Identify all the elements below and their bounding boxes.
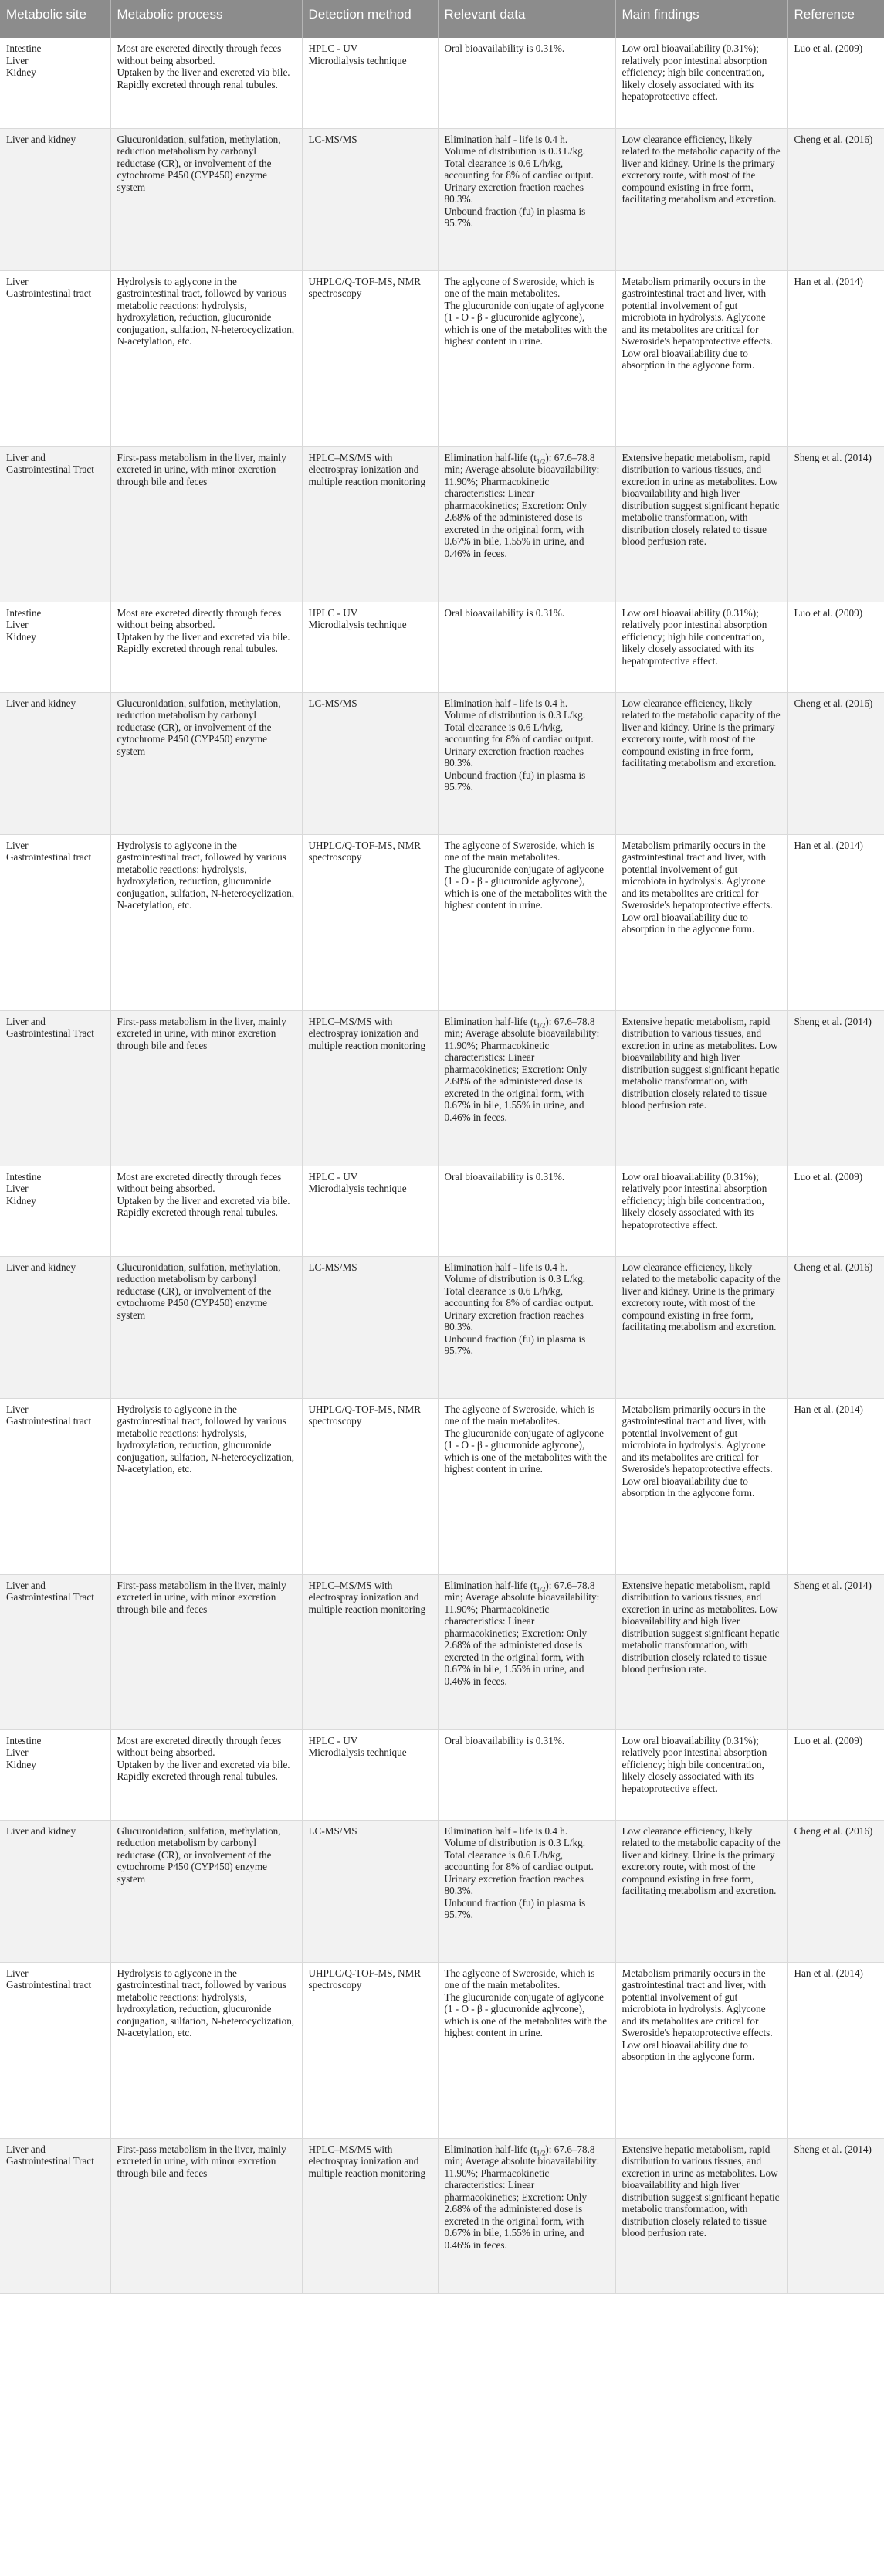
process-line: First-pass metabolism in the liver, mainly excreted in urine, with minor excretion through bile and feces bbox=[117, 2143, 286, 2179]
cell-metabolic-site bbox=[0, 2138, 110, 2293]
data-line: Urinary excretion fraction reaches 80.3%. bbox=[444, 181, 584, 205]
cell-main-findings: Low oral bioavailability (0.31%); relatively poor intestinal absorption efficiency; high bile concentration, likely closely associated with its hepatoprotective effect. bbox=[615, 38, 787, 128]
cell-metabolic-process bbox=[110, 128, 302, 270]
site-line: Liver and kidney bbox=[6, 133, 76, 145]
table-row bbox=[0, 446, 884, 602]
cell-metabolic-site bbox=[0, 1010, 110, 1166]
header-metabolic-site: Metabolic site bbox=[0, 0, 110, 38]
data-line: Urinary excretion fraction reaches 80.3%. bbox=[444, 745, 584, 769]
site-line: Gastrointestinal tract bbox=[6, 1979, 92, 1991]
cell-detection-method bbox=[302, 602, 438, 692]
data-line: 67.6–78.8 min; Average absolute bioavailability: 11.90%; Pharmacokinetic characteristics: Linear pharmacokinetics; Excretion: Only 2.68% of the administered dose is excreted in the original form, with 0.67% in bile, 1.55% in urine, and 0.46% in feces. bbox=[444, 451, 600, 559]
method-line: Microdialysis technique bbox=[308, 1746, 407, 1758]
cell-reference: Han et al. (2014) bbox=[787, 1962, 884, 2138]
data-line: Oral bioavailability is 0.31%. bbox=[444, 1734, 565, 1746]
half-life-text: Elimination half-life (t bbox=[444, 1015, 537, 1027]
cell-metabolic-process bbox=[110, 1256, 302, 1398]
cell-metabolic-process bbox=[110, 692, 302, 834]
site-line: Liver bbox=[6, 275, 29, 287]
data-line: Oral bioavailability is 0.31%. bbox=[444, 1170, 565, 1183]
process-line: Hydrolysis to aglycone in the gastrointestinal tract, followed by various metabolic reactions: hydrolysis, hydroxylation, reduction, glucuronide conjugation, sulfation, N-heterocyclization, N-acetylation, etc. bbox=[117, 1967, 295, 2038]
table-row bbox=[0, 128, 884, 270]
cell-reference: Cheng et al. (2016) bbox=[787, 1820, 884, 1962]
method-line: Microdialysis technique bbox=[308, 1183, 407, 1194]
half-life-subscript: 1/2 bbox=[536, 2149, 546, 2157]
process-line: Uptaken by the liver and excreted via bile. bbox=[117, 1758, 290, 1770]
data-line: Elimination half - life is 0.4 h. bbox=[444, 1261, 568, 1273]
half-life-close: ): bbox=[545, 2143, 552, 2155]
data-line: Total clearance is 0.6 L/h/kg, accounting for 8% of cardiac output. bbox=[444, 157, 594, 181]
site-line: Liver and kidney bbox=[6, 1261, 76, 1273]
cell-metabolic-process bbox=[110, 1574, 302, 1729]
site-line: Kidney bbox=[6, 1758, 36, 1770]
method-line: UHPLC/Q-TOF-MS, NMR spectroscopy bbox=[308, 1403, 422, 1427]
process-line: Most are excreted directly through feces without being absorbed. bbox=[117, 606, 282, 630]
table-row bbox=[0, 1574, 884, 1729]
cell-relevant-data bbox=[438, 2138, 615, 2293]
cell-main-findings: Extensive hepatic metabolism, rapid distribution to various tissues, and excretion in urine as metabolites. Low bioavailability and high liver distribution suggest significant hepatic metabolic transformation, with distribution closely related to tissue blood perfusion rate. bbox=[615, 446, 787, 602]
process-line: Most are excreted directly through feces without being absorbed. bbox=[117, 1734, 282, 1758]
site-line: Liver bbox=[6, 1403, 29, 1415]
site-line: Intestine bbox=[6, 42, 42, 54]
cell-reference: Han et al. (2014) bbox=[787, 1398, 884, 1574]
cell-metabolic-site bbox=[0, 270, 110, 446]
cell-reference: Sheng et al. (2014) bbox=[787, 1010, 884, 1166]
data-line: Volume of distribution is 0.3 L/kg. bbox=[444, 709, 586, 721]
cell-main-findings: Low oral bioavailability (0.31%); relatively poor intestinal absorption efficiency; high bile concentration, likely closely associated with its hepatoprotective effect. bbox=[615, 602, 787, 692]
table-row bbox=[0, 692, 884, 834]
table-row bbox=[0, 1398, 884, 1574]
process-line: Rapidly excreted through renal tubules. bbox=[117, 1207, 278, 1218]
cell-reference: Luo et al. (2009) bbox=[787, 602, 884, 692]
site-line: Liver bbox=[6, 839, 29, 851]
process-line: First-pass metabolism in the liver, mainly excreted in urine, with minor excretion through bile and feces bbox=[117, 1579, 286, 1615]
process-line: Most are excreted directly through feces without being absorbed. bbox=[117, 42, 282, 66]
data-line: The glucuronide conjugate of aglycone (1 - O - β - glucuronide aglycone), which is one of the metabolites with the highest content in urine. bbox=[444, 863, 608, 911]
method-line: LC-MS/MS bbox=[308, 697, 357, 709]
table-row bbox=[0, 1962, 884, 2138]
cell-relevant-data bbox=[438, 128, 615, 270]
table-row bbox=[0, 1729, 884, 1820]
data-line: The aglycone of Sweroside, which is one of the main metabolites. bbox=[444, 1403, 595, 1427]
half-life-label bbox=[444, 451, 552, 466]
cell-reference: Cheng et al. (2016) bbox=[787, 128, 884, 270]
site-line: Liver and kidney bbox=[6, 697, 76, 709]
cell-reference: Cheng et al. (2016) bbox=[787, 692, 884, 834]
data-line: Oral bioavailability is 0.31%. bbox=[444, 42, 565, 54]
cell-relevant-data bbox=[438, 1729, 615, 1820]
cell-metabolic-site bbox=[0, 602, 110, 692]
method-line: HPLC–MS/MS with electrospray ionization and multiple reaction monitoring bbox=[308, 1015, 426, 1051]
method-line: UHPLC/Q-TOF-MS, NMR spectroscopy bbox=[308, 1967, 422, 1991]
cell-main-findings: Low oral bioavailability (0.31%); relatively poor intestinal absorption efficiency; high bile concentration, likely closely associated with its hepatoprotective effect. bbox=[615, 1729, 787, 1820]
half-life-text: Elimination half-life (t bbox=[444, 2143, 537, 2155]
cell-detection-method bbox=[302, 692, 438, 834]
cell-detection-method bbox=[302, 834, 438, 1010]
site-line: Liver and Gastrointestinal Tract bbox=[6, 451, 94, 475]
process-line: Glucuronidation, sulfation, methylation, reduction metabolism by carbonyl reductase (CR), or involvement of the cytochrome P450 (CYP450) enzyme system bbox=[117, 1261, 281, 1321]
data-line: Volume of distribution is 0.3 L/kg. bbox=[444, 1837, 586, 1848]
method-line: HPLC–MS/MS with electrospray ionization and multiple reaction monitoring bbox=[308, 1579, 426, 1615]
table-row bbox=[0, 1256, 884, 1398]
half-life-subscript: 1/2 bbox=[536, 1585, 546, 1593]
cell-relevant-data bbox=[438, 1574, 615, 1729]
cell-detection-method bbox=[302, 1729, 438, 1820]
site-line: Liver bbox=[6, 1967, 29, 1979]
cell-detection-method bbox=[302, 1166, 438, 1256]
process-line: Most are excreted directly through feces without being absorbed. bbox=[117, 1170, 282, 1194]
cell-relevant-data bbox=[438, 1962, 615, 2138]
site-line: Intestine bbox=[6, 1734, 42, 1746]
half-life-close: ): bbox=[545, 1579, 552, 1591]
data-line: Unbound fraction (fu) in plasma is 95.7%. bbox=[444, 769, 586, 792]
cell-main-findings: Low clearance efficiency, likely related to the metabolic capacity of the liver and kidney. Urine is the primary excretory route, with most of the compound existing in free form, facilitating metabolism and excretion. bbox=[615, 128, 787, 270]
site-line: Liver bbox=[6, 1183, 29, 1194]
data-line: The aglycone of Sweroside, which is one of the main metabolites. bbox=[444, 839, 595, 863]
site-line: Liver and Gastrointestinal Tract bbox=[6, 2143, 94, 2167]
data-line: 67.6–78.8 min; Average absolute bioavailability: 11.90%; Pharmacokinetic characteristics: Linear pharmacokinetics; Excretion: Only 2.68% of the administered dose is excreted in the original form, with 0.67% in bile, 1.55% in urine, and 0.46% in feces. bbox=[444, 1015, 600, 1123]
cell-metabolic-site bbox=[0, 38, 110, 128]
cell-metabolic-site bbox=[0, 1574, 110, 1729]
process-line: Glucuronidation, sulfation, methylation, reduction metabolism by carbonyl reductase (CR), or involvement of the cytochrome P450 (CYP450) enzyme system bbox=[117, 133, 281, 193]
method-line: HPLC - UV bbox=[308, 1734, 358, 1746]
half-life-subscript: 1/2 bbox=[536, 1021, 546, 1030]
half-life-subscript: 1/2 bbox=[536, 457, 546, 466]
table-row bbox=[0, 1010, 884, 1166]
method-line: LC-MS/MS bbox=[308, 1261, 357, 1273]
cell-metabolic-site bbox=[0, 692, 110, 834]
method-line: HPLC - UV bbox=[308, 42, 358, 54]
half-life-close: ): bbox=[545, 451, 552, 463]
method-line: HPLC - UV bbox=[308, 606, 358, 619]
data-line: Total clearance is 0.6 L/h/kg, accounting for 8% of cardiac output. bbox=[444, 1848, 594, 1872]
cell-metabolic-site bbox=[0, 834, 110, 1010]
half-life-close: ): bbox=[545, 1015, 552, 1027]
data-line: The glucuronide conjugate of aglycone (1 - O - β - glucuronide aglycone), which is one of the metabolites with the highest content in urine. bbox=[444, 299, 608, 347]
cell-metabolic-process bbox=[110, 446, 302, 602]
cell-main-findings: Metabolism primarily occurs in the gastrointestinal tract and liver, with potential involvement of gut microbiota in hydrolysis. Aglycone and its metabolites are critical for Sweroside's hepatoprotective effects. Low oral bioavailability due to absorption in the aglycone form. bbox=[615, 270, 787, 446]
half-life-label bbox=[444, 1015, 552, 1030]
cell-reference: Luo et al. (2009) bbox=[787, 38, 884, 128]
site-line: Intestine bbox=[6, 1170, 42, 1183]
cell-relevant-data bbox=[438, 692, 615, 834]
data-line: Volume of distribution is 0.3 L/kg. bbox=[444, 145, 586, 157]
process-line: First-pass metabolism in the liver, mainly excreted in urine, with minor excretion through bile and feces bbox=[117, 1015, 286, 1051]
data-line: The glucuronide conjugate of aglycone (1 - O - β - glucuronide aglycone), which is one of the metabolites with the highest content in urine. bbox=[444, 1991, 608, 2038]
cell-relevant-data bbox=[438, 446, 615, 602]
cell-main-findings: Extensive hepatic metabolism, rapid distribution to various tissues, and excretion in urine as metabolites. Low bioavailability and high liver distribution suggest significant hepatic metabolic transformation, with distribution closely related to tissue blood perfusion rate. bbox=[615, 1574, 787, 1729]
data-line: The aglycone of Sweroside, which is one of the main metabolites. bbox=[444, 275, 595, 299]
cell-metabolic-site bbox=[0, 1166, 110, 1256]
cell-metabolic-site bbox=[0, 1256, 110, 1398]
method-line: UHPLC/Q-TOF-MS, NMR spectroscopy bbox=[308, 839, 422, 863]
data-line: Total clearance is 0.6 L/h/kg, accounting for 8% of cardiac output. bbox=[444, 1285, 594, 1308]
cell-main-findings: Low oral bioavailability (0.31%); relatively poor intestinal absorption efficiency; high bile concentration, likely closely associated with its hepatoprotective effect. bbox=[615, 1166, 787, 1256]
site-line: Gastrointestinal tract bbox=[6, 1415, 92, 1427]
data-line: Elimination half - life is 0.4 h. bbox=[444, 133, 568, 145]
cell-metabolic-process bbox=[110, 1010, 302, 1166]
process-line: Uptaken by the liver and excreted via bile. bbox=[117, 630, 290, 643]
table-row bbox=[0, 1166, 884, 1256]
process-line: Rapidly excreted through renal tubules. bbox=[117, 643, 278, 654]
cell-reference: Luo et al. (2009) bbox=[787, 1166, 884, 1256]
process-line: Rapidly excreted through renal tubules. bbox=[117, 78, 278, 90]
table-header-row bbox=[0, 0, 884, 38]
half-life-label bbox=[445, 2143, 552, 2155]
site-line: Kidney bbox=[6, 630, 36, 643]
data-line: 67.6–78.8 min; Average absolute bioavailability: 11.90%; Pharmacokinetic characteristics: Linear pharmacokinetics; Excretion: Only 2.68% of the administered dose is excreted in the original form, with 0.67% in bile, 1.55% in urine, and 0.46% in feces. bbox=[444, 2143, 600, 2251]
process-line: Glucuronidation, sulfation, methylation, reduction metabolism by carbonyl reductase (CR), or involvement of the cytochrome P450 (CYP450) enzyme system bbox=[117, 697, 281, 757]
cell-reference: Sheng et al. (2014) bbox=[787, 2138, 884, 2293]
header-main-findings: Main findings bbox=[615, 0, 787, 38]
data-line: Unbound fraction (fu) in plasma is 95.7%. bbox=[444, 205, 586, 229]
cell-relevant-data bbox=[438, 834, 615, 1010]
cell-detection-method bbox=[302, 446, 438, 602]
cell-metabolic-process bbox=[110, 834, 302, 1010]
half-life-label bbox=[445, 1580, 552, 1591]
cell-relevant-data bbox=[438, 1166, 615, 1256]
cell-metabolic-process bbox=[110, 1398, 302, 1574]
header-reference: Reference bbox=[787, 0, 884, 38]
cell-metabolic-site bbox=[0, 1729, 110, 1820]
cell-detection-method bbox=[302, 1398, 438, 1574]
data-line: The aglycone of Sweroside, which is one of the main metabolites. bbox=[444, 1967, 595, 1991]
data-line: Total clearance is 0.6 L/h/kg, accounting for 8% of cardiac output. bbox=[444, 721, 594, 745]
method-line: Microdialysis technique bbox=[308, 619, 407, 630]
cell-metabolic-process bbox=[110, 602, 302, 692]
cell-metabolic-site bbox=[0, 128, 110, 270]
cell-detection-method bbox=[302, 1010, 438, 1166]
cell-main-findings: Metabolism primarily occurs in the gastrointestinal tract and liver, with potential involvement of gut microbiota in hydrolysis. Aglycone and its metabolites are critical for Sweroside's hepatoprotective effects. Low oral bioavailability due to absorption in the aglycone form. bbox=[615, 834, 787, 1010]
cell-main-findings: Metabolism primarily occurs in the gastrointestinal tract and liver, with potential involvement of gut microbiota in hydrolysis. Aglycone and its metabolites are critical for Sweroside's hepatoprotective effects. Low oral bioavailability due to absorption in the aglycone form. bbox=[615, 1962, 787, 2138]
data-line: Volume of distribution is 0.3 L/kg. bbox=[444, 1273, 586, 1285]
data-line: Urinary excretion fraction reaches 80.3%. bbox=[444, 1308, 584, 1332]
method-line: HPLC - UV bbox=[308, 1170, 358, 1183]
cell-reference: Sheng et al. (2014) bbox=[787, 1574, 884, 1729]
cell-reference: Han et al. (2014) bbox=[787, 270, 884, 446]
site-line: Liver bbox=[6, 619, 29, 630]
data-line: Oral bioavailability is 0.31%. bbox=[444, 606, 565, 619]
table-body bbox=[0, 38, 884, 2293]
table-row bbox=[0, 1820, 884, 1962]
cell-detection-method bbox=[302, 1256, 438, 1398]
table-row bbox=[0, 38, 884, 128]
method-line: LC-MS/MS bbox=[308, 133, 357, 145]
site-line: Liver and Gastrointestinal Tract bbox=[6, 1015, 94, 1039]
cell-main-findings: Metabolism primarily occurs in the gastrointestinal tract and liver, with potential involvement of gut microbiota in hydrolysis. Aglycone and its metabolites are critical for Sweroside's hepatoprotective effects. Low oral bioavailability due to absorption in the aglycone form. bbox=[615, 1398, 787, 1574]
half-life-text: Elimination half-life (t bbox=[444, 451, 537, 463]
cell-metabolic-process bbox=[110, 2138, 302, 2293]
header-relevant-data: Relevant data bbox=[438, 0, 615, 38]
site-line: Kidney bbox=[6, 1194, 36, 1207]
process-line: Rapidly excreted through renal tubules. bbox=[117, 1770, 278, 1782]
cell-main-findings: Extensive hepatic metabolism, rapid distribution to various tissues, and excretion in urine as metabolites. Low bioavailability and high liver distribution suggest significant hepatic metabolic transformation, with distribution closely related to tissue blood perfusion rate. bbox=[615, 2138, 787, 2293]
method-line: HPLC–MS/MS with electrospray ionization and multiple reaction monitoring bbox=[308, 2143, 426, 2179]
process-line: Uptaken by the liver and excreted via bile. bbox=[117, 66, 290, 78]
process-line: Hydrolysis to aglycone in the gastrointestinal tract, followed by various metabolic reactions: hydrolysis, hydroxylation, reduction, glucuronide conjugation, sulfation, N-heterocyclization, N-acetylation, etc. bbox=[117, 839, 295, 911]
site-line: Liver and Gastrointestinal Tract bbox=[6, 1579, 94, 1603]
cell-relevant-data bbox=[438, 1820, 615, 1962]
cell-detection-method bbox=[302, 38, 438, 128]
cell-metabolic-site bbox=[0, 1398, 110, 1574]
data-line: Urinary excretion fraction reaches 80.3%. bbox=[444, 1872, 584, 1896]
cell-metabolic-process bbox=[110, 38, 302, 128]
cell-metabolic-process bbox=[110, 1962, 302, 2138]
header-metabolic-process: Metabolic process bbox=[110, 0, 302, 38]
cell-detection-method bbox=[302, 1574, 438, 1729]
cell-detection-method bbox=[302, 1820, 438, 1962]
half-life-text: Elimination half-life (t bbox=[444, 1579, 537, 1591]
method-line: Microdialysis technique bbox=[308, 54, 407, 66]
cell-reference: Luo et al. (2009) bbox=[787, 1729, 884, 1820]
method-line: HPLC–MS/MS with electrospray ionization and multiple reaction monitoring bbox=[308, 451, 426, 487]
site-line: Liver bbox=[6, 54, 29, 66]
site-line: Liver and kidney bbox=[6, 1824, 76, 1837]
cell-main-findings: Low clearance efficiency, likely related to the metabolic capacity of the liver and kidney. Urine is the primary excretory route, with most of the compound existing in free form, facilitating metabolism and excretion. bbox=[615, 1256, 787, 1398]
method-line: UHPLC/Q-TOF-MS, NMR spectroscopy bbox=[308, 275, 422, 299]
cell-relevant-data bbox=[438, 1010, 615, 1166]
site-line: Gastrointestinal tract bbox=[6, 287, 92, 299]
cell-reference: Sheng et al. (2014) bbox=[787, 446, 884, 602]
site-line: Gastrointestinal tract bbox=[6, 851, 92, 863]
cell-reference: Han et al. (2014) bbox=[787, 834, 884, 1010]
method-line: LC-MS/MS bbox=[308, 1824, 357, 1837]
cell-detection-method bbox=[302, 128, 438, 270]
cell-reference: Cheng et al. (2016) bbox=[787, 1256, 884, 1398]
header-detection-method: Detection method bbox=[302, 0, 438, 38]
cell-relevant-data bbox=[438, 602, 615, 692]
cell-relevant-data bbox=[438, 270, 615, 446]
data-line: 67.6–78.8 min; Average absolute bioavailability: 11.90%; Pharmacokinetic characteristics: Linear pharmacokinetics; Excretion: Only 2.68% of the administered dose is excreted in the original form, with 0.67% in bile, 1.55% in urine, and 0.46% in feces. bbox=[444, 1579, 600, 1687]
cell-metabolic-process bbox=[110, 1166, 302, 1256]
cell-relevant-data bbox=[438, 1398, 615, 1574]
process-line: Glucuronidation, sulfation, methylation, reduction metabolism by carbonyl reductase (CR), or involvement of the cytochrome P450 (CYP450) enzyme system bbox=[117, 1824, 281, 1885]
cell-relevant-data bbox=[438, 1256, 615, 1398]
cell-metabolic-process bbox=[110, 1820, 302, 1962]
cell-main-findings: Extensive hepatic metabolism, rapid distribution to various tissues, and excretion in urine as metabolites. Low bioavailability and high liver distribution suggest significant hepatic metabolic transformation, with distribution closely related to tissue blood perfusion rate. bbox=[615, 1010, 787, 1166]
site-line: Intestine bbox=[6, 606, 42, 619]
cell-metabolic-site bbox=[0, 1820, 110, 1962]
cell-detection-method bbox=[302, 1962, 438, 2138]
data-line: Unbound fraction (fu) in plasma is 95.7%. bbox=[444, 1896, 586, 1920]
cell-metabolic-process bbox=[110, 270, 302, 446]
data-line: Elimination half - life is 0.4 h. bbox=[444, 1824, 568, 1837]
cell-detection-method bbox=[302, 2138, 438, 2293]
cell-main-findings: Low clearance efficiency, likely related to the metabolic capacity of the liver and kidney. Urine is the primary excretory route, with most of the compound existing in free form, facilitating metabolism and excretion. bbox=[615, 1820, 787, 1962]
site-line: Kidney bbox=[6, 66, 36, 78]
cell-detection-method bbox=[302, 270, 438, 446]
cell-main-findings: Low clearance efficiency, likely related to the metabolic capacity of the liver and kidney. Urine is the primary excretory route, with most of the compound existing in free form, facilitating metabolism and excretion. bbox=[615, 692, 787, 834]
site-line: Liver bbox=[6, 1746, 29, 1758]
cell-metabolic-site bbox=[0, 446, 110, 602]
table-row bbox=[0, 2138, 884, 2293]
process-line: Hydrolysis to aglycone in the gastrointestinal tract, followed by various metabolic reactions: hydrolysis, hydroxylation, reduction, glucuronide conjugation, sulfation, N-heterocyclization, N-acetylation, etc. bbox=[117, 275, 295, 347]
cell-relevant-data bbox=[438, 38, 615, 128]
process-line: Uptaken by the liver and excreted via bile. bbox=[117, 1194, 290, 1207]
data-line: The glucuronide conjugate of aglycone (1 - O - β - glucuronide aglycone), which is one of the metabolites with the highest content in urine. bbox=[444, 1427, 608, 1475]
process-line: Hydrolysis to aglycone in the gastrointestinal tract, followed by various metabolic reactions: hydrolysis, hydroxylation, reduction, glucuronide conjugation, sulfation, N-heterocyclization, N-acetylation, etc. bbox=[117, 1403, 295, 1475]
cell-metabolic-process bbox=[110, 1729, 302, 1820]
table-row bbox=[0, 834, 884, 1010]
cell-metabolic-site bbox=[0, 1962, 110, 2138]
table-row bbox=[0, 602, 884, 692]
process-line: First-pass metabolism in the liver, mainly excreted in urine, with minor excretion through bile and feces bbox=[117, 451, 286, 487]
table-row bbox=[0, 270, 884, 446]
data-line: Elimination half - life is 0.4 h. bbox=[444, 697, 568, 709]
data-line: Unbound fraction (fu) in plasma is 95.7%. bbox=[444, 1332, 586, 1356]
